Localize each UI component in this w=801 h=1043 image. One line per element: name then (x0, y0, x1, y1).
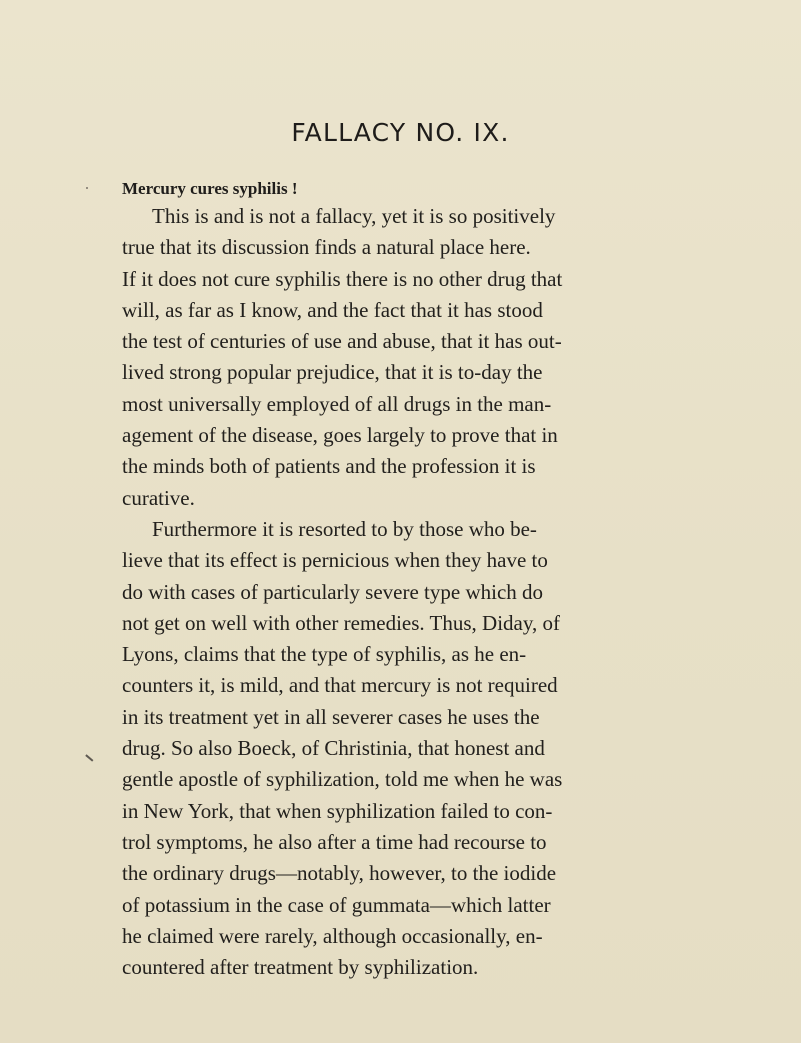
margin-mark (86, 187, 88, 189)
text-line: Furthermore it is resorted to by those who be- (152, 516, 537, 541)
body-text (122, 201, 702, 983)
margin-tick-mark (86, 754, 94, 761)
text-line: not get on well with other remedies. Thus, Diday, of (122, 610, 560, 635)
text-line: gentle apostle of syphilization, told me when he was (122, 767, 563, 792)
text-line: he claimed were rarely, although occasionally, en- (122, 923, 543, 948)
text-line: of potassium in the case of gummata—which latter (122, 892, 551, 917)
text-line: lieve that its effect is pernicious when they have to (122, 548, 548, 573)
text-line: in its treatment yet in all severer cases he uses the (122, 704, 540, 729)
text-line: will, as far as I know, and the fact that it has stood (122, 297, 543, 322)
text-line: Lyons, claims that the type of syphilis, as he en- (122, 642, 527, 667)
text-line: lived strong popular prejudice, that it is to-day the (122, 360, 543, 385)
chapter-heading: FALLACY NO. IX. (291, 118, 510, 147)
text-line: countered after treatment by syphilization. (122, 955, 479, 980)
text-line: do with cases of particularly severe type which do (122, 579, 544, 604)
text-line: the test of centuries of use and abuse, that it has out- (122, 329, 562, 354)
text-line: trol symptoms, he also after a time had recourse to (122, 829, 547, 854)
text-line: true that its discussion finds a natural place here. (122, 235, 531, 260)
text-line: in New York, that when syphilization failed to con- (122, 798, 553, 823)
text-line: curative. (122, 485, 195, 510)
text-line: drug. So also Boeck, of Christinia, that honest and (122, 736, 545, 761)
text-line: agement of the disease, goes largely to prove that in (122, 423, 558, 448)
text-line: This is and is not a fallacy, yet it is so positively (152, 204, 556, 228)
text-line: counters it, is mild, and that mercury is not required (122, 673, 558, 698)
text-line: the ordinary drugs—notably, however, to the iodide (122, 861, 557, 886)
text-line: the minds both of patients and the profession it is (122, 454, 536, 479)
section-subheading: Mercury cures syphilis ! (122, 179, 298, 198)
text-line: If it does not cure syphilis there is no other drug that (122, 266, 563, 291)
text-line: most universally employed of all drugs in the man- (122, 391, 552, 416)
